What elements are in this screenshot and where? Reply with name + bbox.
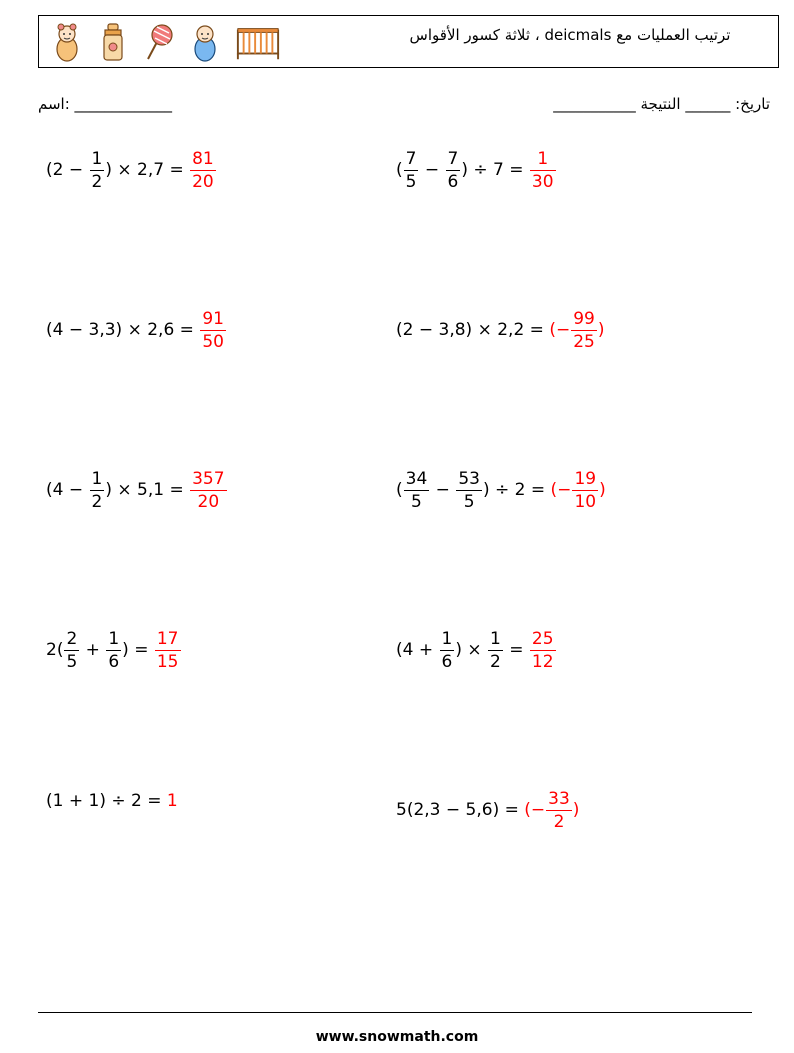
expression-text: (4 − 3,3) × 2,6 = [46,320,200,340]
expression-text: ) [572,800,580,820]
fraction [190,149,216,192]
numerator: 99 [573,308,595,329]
numerator: 33 [548,788,570,809]
numerator: 81 [192,148,214,169]
expression-text: + [80,640,106,660]
expression-text: = [503,640,529,660]
date-score-field: تاريخ: ______ النتيجة ___________ [553,95,770,113]
denominator: 50 [202,331,224,352]
expression-text: ( [396,480,403,500]
answer [189,149,217,192]
baby-bottle-icon [97,22,129,62]
expression-text: ( [396,160,403,180]
problem-5 [46,460,228,520]
answer [551,469,606,512]
fraction [530,629,556,672]
denominator: 5 [463,491,475,512]
denominator: 2 [553,811,565,832]
fraction [90,469,105,512]
denominator: 20 [197,491,220,512]
denominator: 12 [531,651,554,672]
expression-text: (4 + [396,640,439,660]
fraction [404,469,430,512]
icon-strip [51,22,281,62]
crib-icon [235,22,281,62]
expression-text: (4 − [46,480,89,500]
numerator: 1 [91,468,103,489]
answer [549,309,604,352]
numerator: 1 [91,148,103,169]
numerator: 2 [66,628,78,649]
problem-7 [46,620,182,680]
expression-text: (− [550,480,572,500]
answer [189,469,227,512]
expression-text: (− [549,320,571,340]
fraction [571,309,597,352]
expression-text: ) [599,480,606,500]
fraction [64,629,79,672]
numerator: 7 [447,148,459,169]
numerator: 34 [405,468,428,489]
header-box [38,15,779,68]
expression-text: (2 − 3,8) × 2,2 = [396,320,550,340]
denominator: 5 [411,491,422,512]
problem-1 [46,140,217,200]
expression-text: (1 + 1) ÷ 2 = [46,791,167,811]
expression-text: ) ÷ 2 = [482,480,551,500]
denominator: 10 [574,491,597,512]
expression-text: (2 − [46,160,89,180]
baby-boy-icon [189,22,221,62]
problem-2 [396,140,557,200]
lollipop-icon [143,22,175,62]
expression-text: ) [597,320,605,340]
baby-girl-icon [51,22,83,62]
numerator: 17 [156,628,179,649]
fraction [456,469,482,512]
denominator: 2 [91,491,103,512]
expression-text: ) × [455,640,488,660]
expression-text: 1 [166,791,178,811]
denominator: 2 [91,171,103,192]
answer [524,789,579,832]
denominator: 25 [573,331,595,352]
worksheet-title: ترتيب العمليات مع deicmals ، ثلاثة كسور الأقواس [409,26,731,44]
denominator: 5 [405,171,417,192]
expression-text: 5(2,3 − 5,6) = [396,800,525,820]
answer [529,629,557,672]
numerator: 1 [108,628,120,649]
fraction [200,309,226,352]
numerator: 1 [537,148,549,169]
problem-3 [46,300,227,360]
name-field: اسم: _____________ [38,95,173,113]
answer [167,791,178,811]
denominator: 20 [192,171,214,192]
denominator: 30 [531,171,554,192]
expression-text: ) = [122,640,154,660]
expression-text: 2( [46,640,64,660]
denominator: 5 [66,651,78,672]
answer [199,309,227,352]
numerator: 19 [574,468,597,489]
denominator: 15 [156,651,179,672]
expression-text: ) × 2,7 = [105,160,190,180]
expression-text: − [419,160,445,180]
numerator: 91 [202,308,224,329]
answer [529,149,557,192]
expression-text: − [430,480,456,500]
footer-divider [38,1012,752,1013]
denominator: 6 [108,651,120,672]
numerator: 7 [405,148,417,169]
fraction [530,149,556,192]
expression-text: (− [524,800,546,820]
denominator: 2 [490,651,501,672]
answer [154,629,182,672]
fraction [546,789,572,832]
expression-text: ) × 5,1 = [105,480,190,500]
numerator: 53 [458,468,480,489]
problem-9 [46,771,178,831]
denominator: 6 [441,651,453,672]
fraction [488,629,503,672]
fraction [446,149,461,192]
fraction [155,629,181,672]
problem-10 [396,780,579,840]
fraction [106,629,121,672]
numerator: 1 [441,628,453,649]
fraction [90,149,105,192]
numerator: 357 [192,468,225,489]
denominator: 6 [447,171,459,192]
problem-4 [396,300,604,360]
fraction [440,629,455,672]
fraction [572,469,598,512]
fraction [190,469,226,512]
fraction [404,149,419,192]
numerator: 1 [490,628,501,649]
problem-6 [396,460,606,520]
numerator: 25 [531,628,554,649]
problem-8 [396,620,557,680]
footer-url: www.snowmath.com [315,1029,479,1045]
expression-text: ) ÷ 7 = [461,160,529,180]
